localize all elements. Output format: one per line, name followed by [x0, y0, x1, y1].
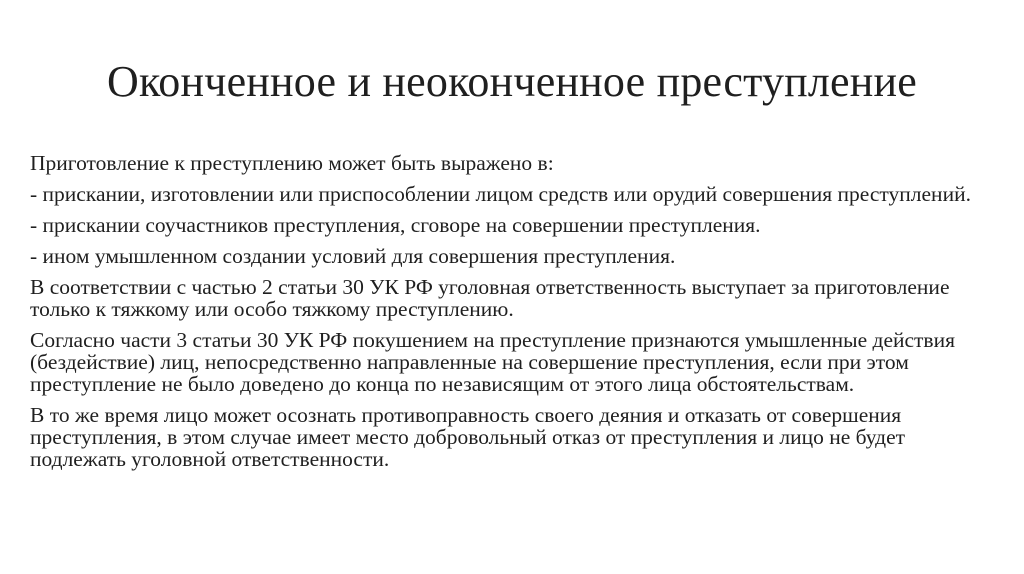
list-item-means: - прискании, изготовлении или приспособлении лицом средств или орудий совершения преступлений.	[30, 182, 971, 206]
slide-title: Оконченное и неоконченное преступление	[106, 57, 918, 106]
paragraph-article-30-part-2: В соответствии с частью 2 статьи 30 УК РФ уголовная ответственность выступает за приготовление только к тяжкому или особо тяжкому преступлению.	[30, 275, 950, 321]
list-item-accomplices: - прискании соучастников преступления, сговоре на совершении преступления.	[30, 213, 761, 237]
slide-body	[30, 152, 990, 479]
list-item-conditions: - ином умышленном создании условий для совершения преступления.	[30, 244, 676, 268]
paragraph-article-30-part-3: Согласно части 3 статьи 30 УК РФ покушением на преступление признаются умышленные действия (бездействие) лиц, непосредственно направленные на совершение преступления, если при этом преступление не было доведено до конца по независящим от этого лица обстоятельствам.	[30, 328, 955, 396]
paragraph-voluntary-refusal: В то же время лицо может осознать противоправность своего деяния и отказать от совершения преступления, в этом случае имеет место добровольный отказ от преступления и лицо не будет подлежать уголовной ответственности.	[30, 403, 906, 471]
paragraph-intro: Приготовление к преступлению может быть выражено в:	[30, 151, 554, 175]
